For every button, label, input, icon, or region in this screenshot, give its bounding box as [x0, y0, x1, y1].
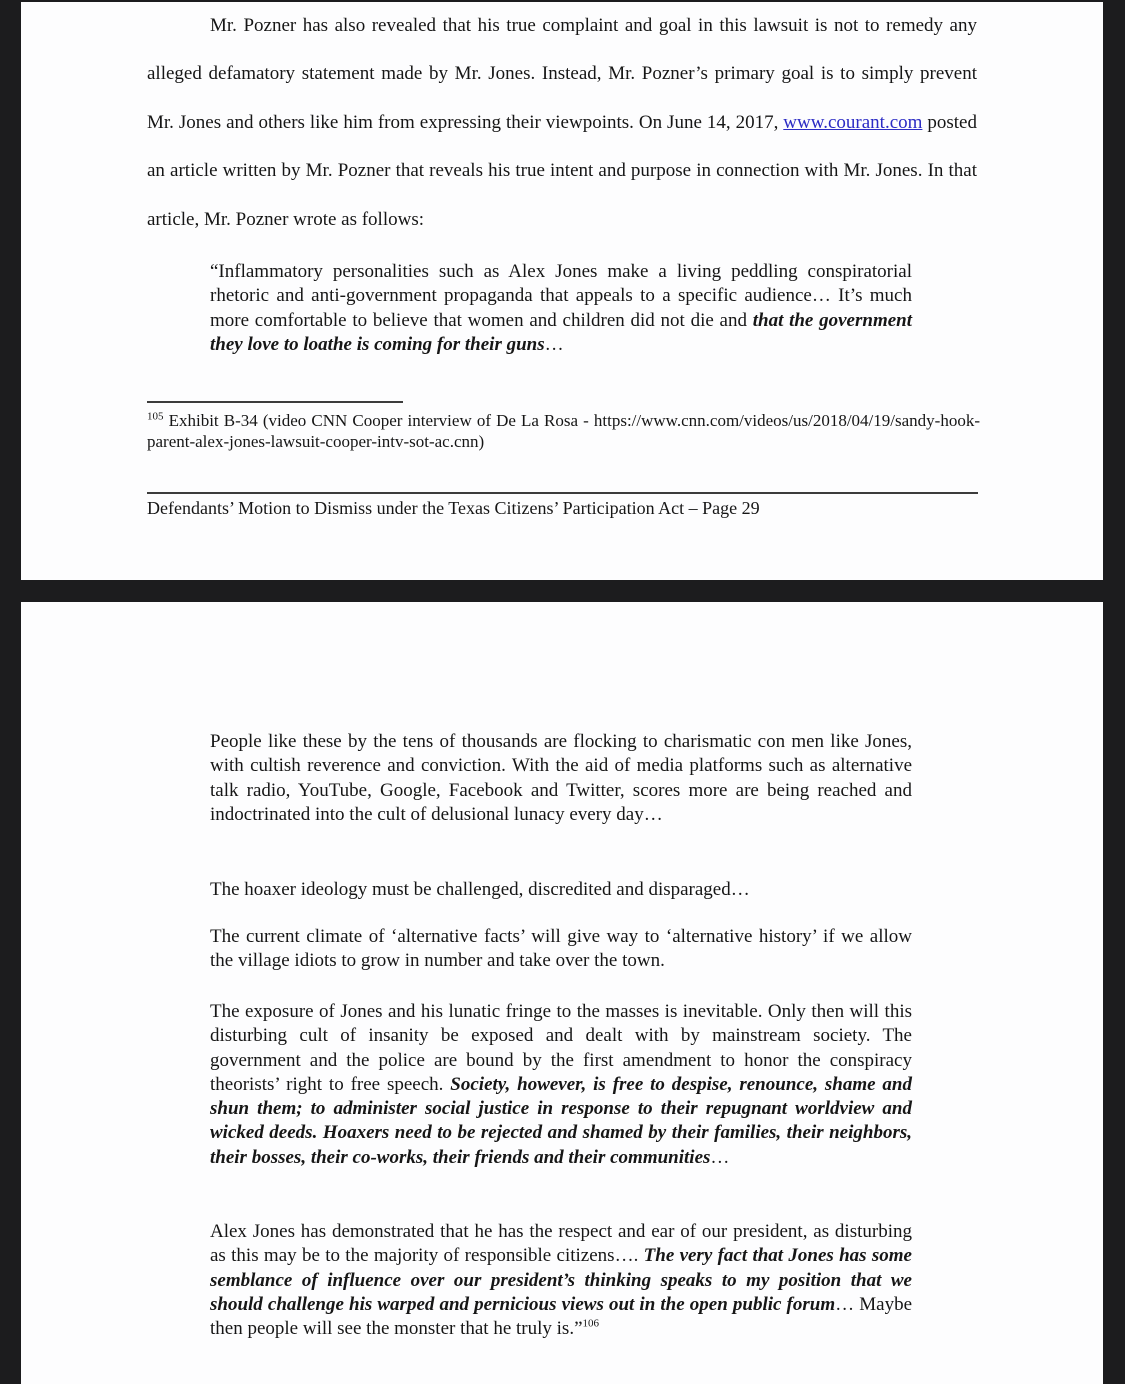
quote-paragraph-5 [210, 1220, 912, 1341]
footnote-separator [147, 401, 403, 403]
block-quote-page29 [210, 260, 912, 357]
footnote-number: 105 [147, 410, 164, 423]
quote-paragraph-4 [210, 1000, 912, 1170]
quote5-bold-italic-text: The very fact that Jones has some semblance of influence over our president’s thinking speaks to my position that we should challenge his warped and pernicious views out in the open public forum [210, 1245, 912, 1315]
body-text-after-link: posted an article written by Mr. Pozner that reveals his true intent and purpose in connection with Mr. Jones. In that article, Mr. Pozner wrote as follows: [147, 111, 977, 230]
quote5-regular-text-2: … Maybe then people will see the monster that he truly is.” [210, 1293, 912, 1340]
quote-paragraph-2: The hoaxer ideology must be challenged, discredited and disparaged… [210, 879, 750, 900]
courant-link[interactable]: www.courant.com [783, 111, 923, 133]
body-paragraph [147, 2, 977, 244]
footer-separator [147, 492, 978, 494]
footnote-text: Exhibit B-34 (video CNN Cooper interview of De La Rosa - https://www.cnn.com/videos/us/2018/04/19/sandy-hook-parent-alex-jones-lawsuit-cooper-intv-sot-ac.cnn) [147, 411, 980, 451]
page-footer: Defendants’ Motion to Dismiss under the Texas Citizens’ Participation Act – Page 29 [147, 498, 760, 518]
quote4-bold-italic-text: Society, however, is free to despise, renounce, shame and shun them; to administer social justice in response to their repugnant worldview and wicked deeds. Hoaxers need to be rejected and shamed by their families, their neighbors, their bosses, their co-works, their friends and their communities [210, 1073, 912, 1168]
quote4-regular-text: The exposure of Jones and his lunatic fringe to the masses is inevitable. Only then will this disturbing cult of insanity be exposed and dealt with by mainstream society. The government and the police are bound by the first amendment to honor the conspiracy theorists’ right to free speech. [210, 1001, 912, 1095]
quote-paragraph-1: People like these by the tens of thousands are flocking to charismatic con men like Jones, with cultish reverence and conviction. With the aid of media platforms such as alternative talk radio, YouTube, Google, Facebook and Twitter, scores more are being reached and indoctrinated into the cult of delusional lunacy every day… [210, 731, 912, 825]
quote-trailing-ellipsis: … [544, 333, 564, 355]
quote-bold-italic-text: that the government they love to loathe is coming for their guns [210, 309, 912, 355]
quote-paragraph-3: The current climate of ‘alternative facts’ will give way to ‘alternative history’ if we allow the village idiots to grow in number and take over the town. [210, 926, 912, 972]
pdf-page-30 [21, 602, 1103, 1384]
quote-regular-text: “Inflammatory personalities such as Alex Jones make a living peddling conspiratorial rhetoric and anti-government propaganda that appeals to a specific audience… It’s much more comfortable to believe that women and children did not die and [210, 261, 912, 331]
footnote-105 [147, 411, 980, 452]
quote4-trailing-ellipsis: … [710, 1146, 730, 1168]
footnote-reference-106: 106 [582, 1317, 600, 1330]
pdf-page-29 [21, 2, 1103, 580]
body-text-before-link: Mr. Pozner has also revealed that his true complaint and goal in this lawsuit is not to remedy any alleged defamatory statement made by Mr. Jones. Instead, Mr. Pozner’s primary goal is to simply prevent Mr. Jones and others like him from expressing their viewpoints. On June 14, 2017, [147, 15, 977, 133]
quote5-regular-text-1: Alex Jones has demonstrated that he has the respect and ear of our president, as disturbing as this may be to the majority of responsible citizens…. [210, 1221, 912, 1267]
